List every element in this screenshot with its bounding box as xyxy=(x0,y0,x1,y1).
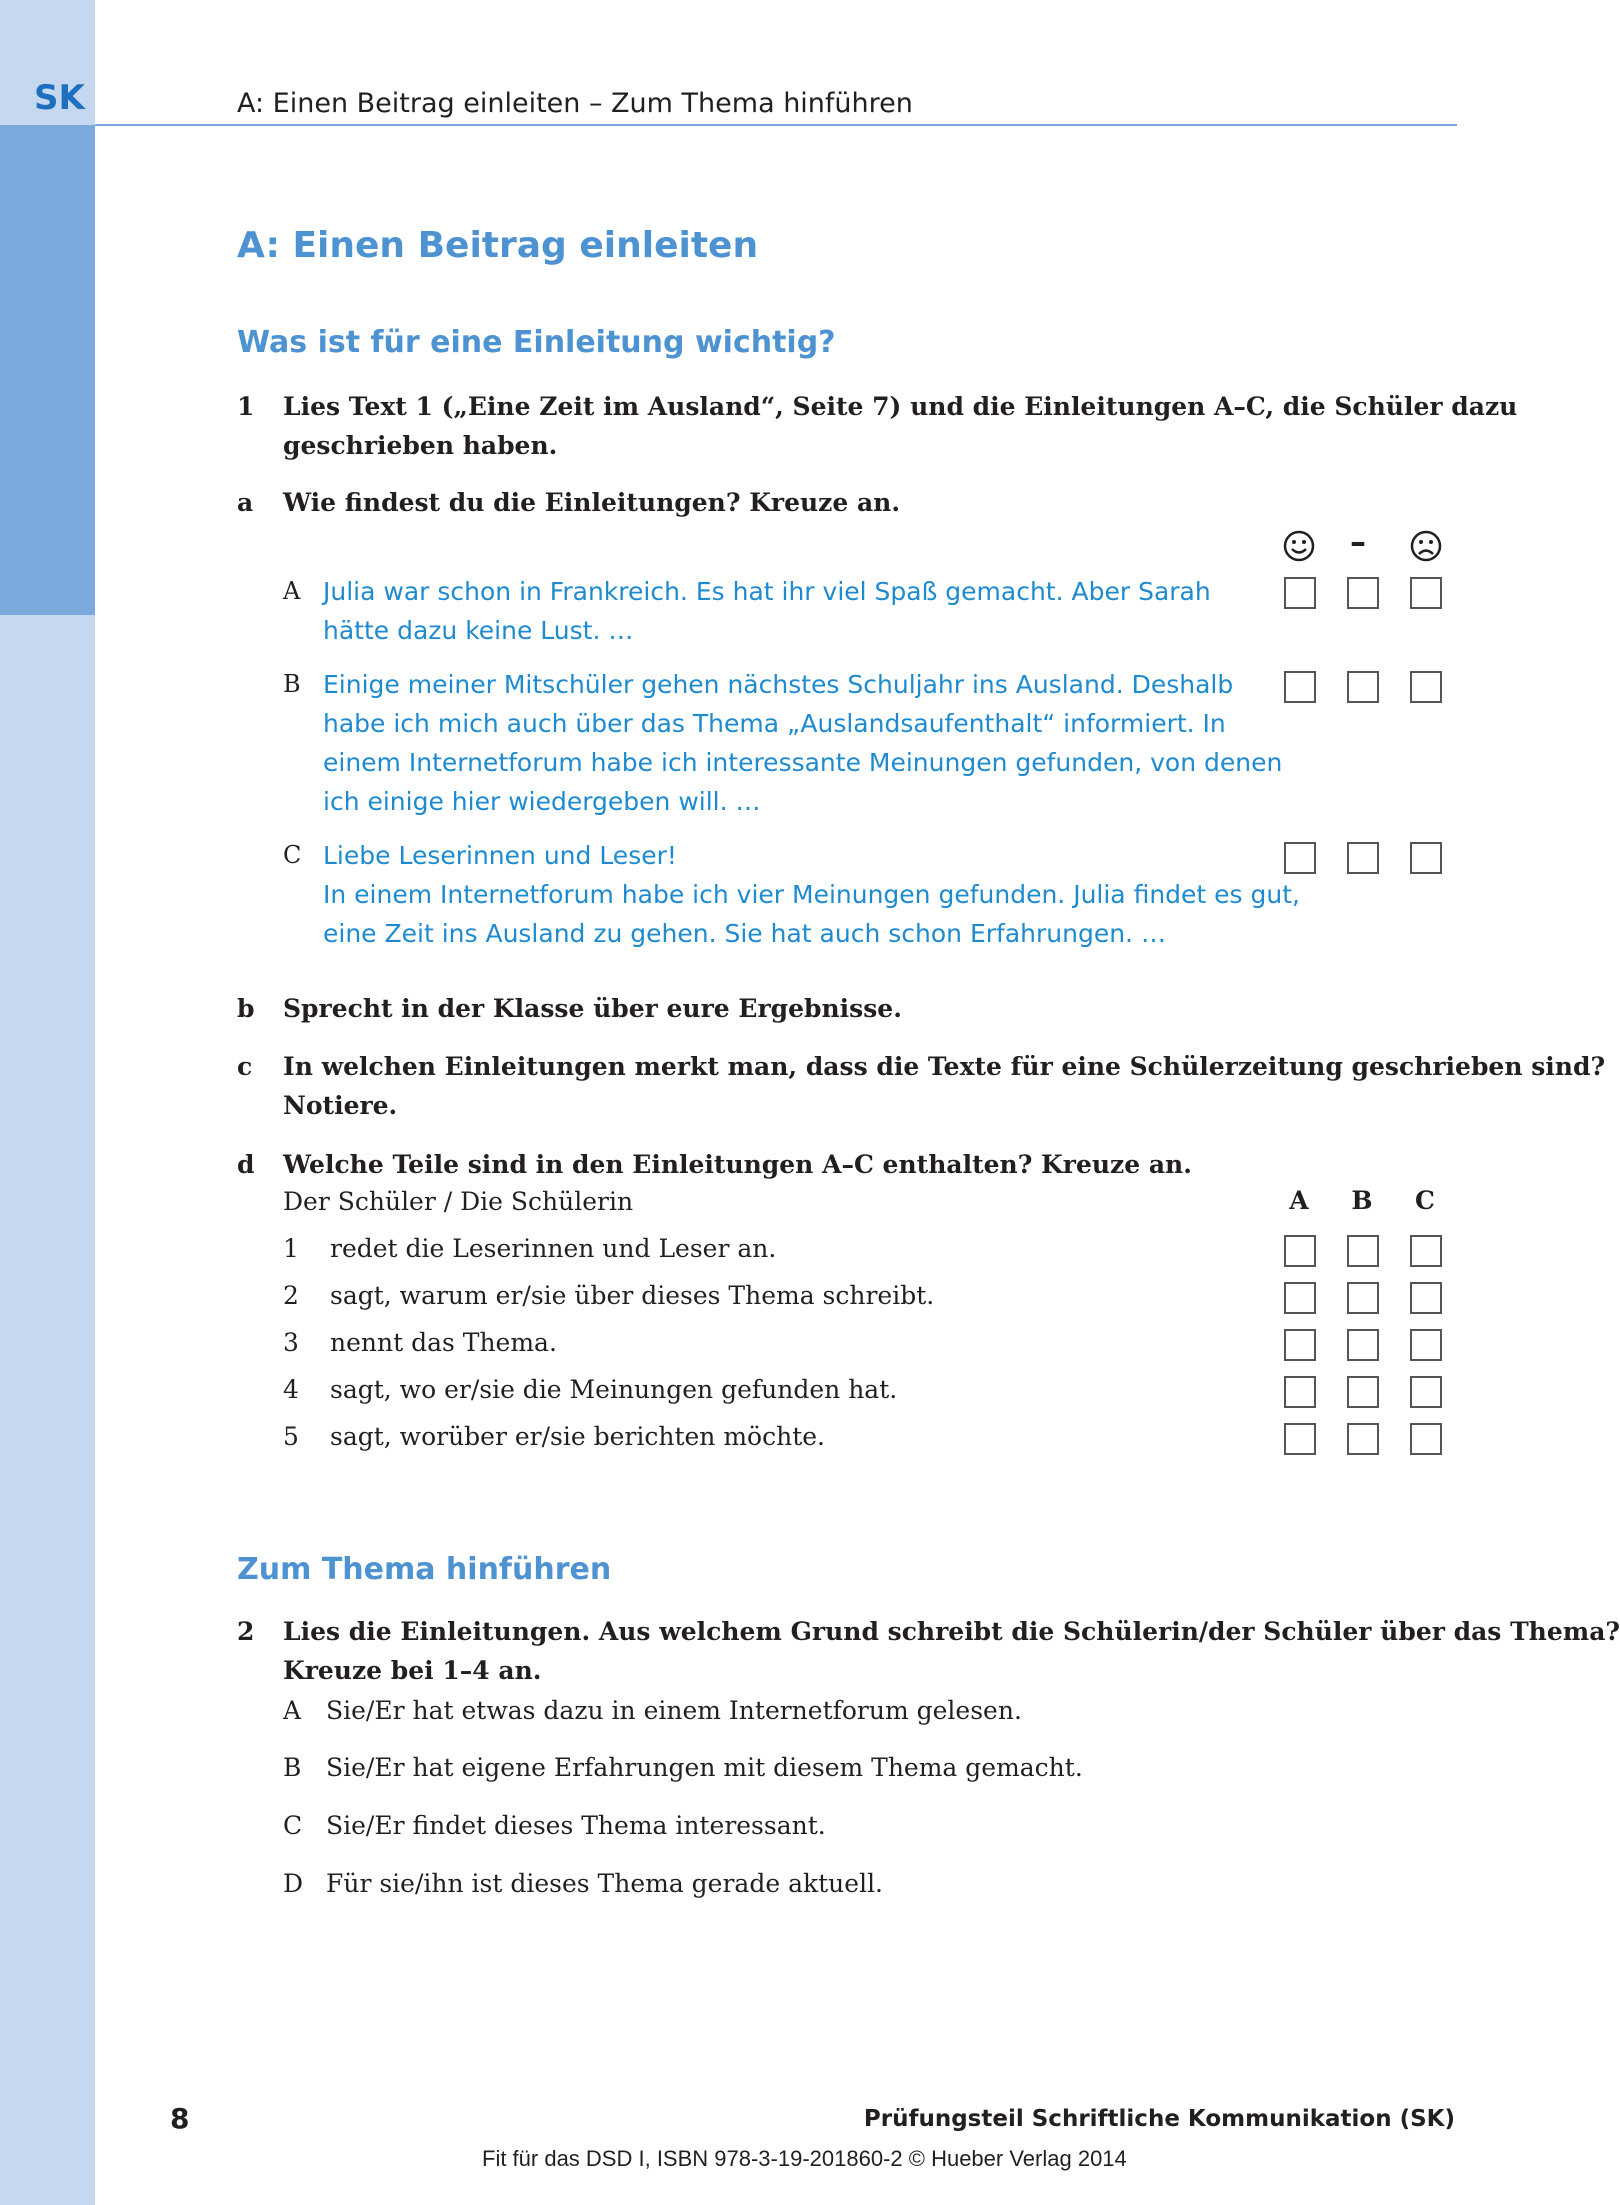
checkbox-d5-c[interactable] xyxy=(1410,1423,1442,1455)
checkbox-d5-b[interactable] xyxy=(1347,1423,1379,1455)
column-header-a: A xyxy=(1289,1186,1309,1215)
neutral-dash-icon: – xyxy=(1350,523,1366,561)
checkbox-a-sad[interactable] xyxy=(1410,577,1442,609)
subtask-letter: a xyxy=(237,488,254,517)
option-letter: D xyxy=(283,1869,304,1898)
checkbox-d1-a[interactable] xyxy=(1284,1235,1316,1267)
item-number: 1 xyxy=(283,1234,299,1263)
subtask-instruction: Welche Teile sind in den Einleitungen A–C enthalten? Kreuze an. xyxy=(283,1150,1192,1179)
entry-letter: A xyxy=(283,577,301,605)
option-text: Sie/Er findet dieses Thema interessant. xyxy=(326,1811,826,1840)
section-heading-thema: Zum Thema hinführen xyxy=(237,1552,612,1587)
checkbox-d3-c[interactable] xyxy=(1410,1329,1442,1361)
section-tab-label: SK xyxy=(34,78,85,118)
checkbox-b-neutral[interactable] xyxy=(1347,671,1379,703)
item-text: sagt, wo er/sie die Meinungen gefunden hat. xyxy=(330,1375,898,1404)
item-number: 5 xyxy=(283,1422,299,1451)
intro-text-line: einem Internetforum habe ich interessante Meinungen gefunden, von denen xyxy=(323,748,1283,777)
intro-text-line: habe ich mich auch über das Thema „Auslandsaufenthalt“ informiert. In xyxy=(323,709,1226,738)
column-header-c: C xyxy=(1415,1186,1435,1215)
footer-isbn: Fit für das DSD I, ISBN 978-3-19-201860-2 © Hueber Verlag 2014 xyxy=(482,2146,1127,2171)
intro-text-line: Liebe Leserinnen und Leser! xyxy=(323,841,677,870)
subtask-letter: b xyxy=(237,994,255,1023)
option-letter: B xyxy=(283,1753,302,1782)
checkbox-d4-c[interactable] xyxy=(1410,1376,1442,1408)
item-text: redet die Leserinnen und Leser an. xyxy=(330,1234,777,1263)
running-header: A: Einen Beitrag einleiten – Zum Thema hinführen xyxy=(237,88,913,119)
subtask-subtitle: Der Schüler / Die Schülerin xyxy=(283,1187,634,1216)
section-heading-einleitung: Was ist für eine Einleitung wichtig? xyxy=(237,325,836,360)
page-number: 8 xyxy=(170,2102,190,2135)
subtask-instruction: Wie findest du die Einleitungen? Kreuze an. xyxy=(283,488,901,517)
sidebar-highlight xyxy=(0,125,95,615)
checkbox-b-sad[interactable] xyxy=(1410,671,1442,703)
subtask-instruction: Notiere. xyxy=(283,1091,398,1120)
option-letter: C xyxy=(283,1811,303,1840)
checkbox-c-neutral[interactable] xyxy=(1347,842,1379,874)
item-number: 2 xyxy=(283,1281,299,1310)
intro-text-line: eine Zeit ins Ausland zu gehen. Sie hat auch schon Erfahrungen. … xyxy=(323,919,1166,948)
checkbox-d3-b[interactable] xyxy=(1347,1329,1379,1361)
intro-text-line: In einem Internetforum habe ich vier Meinungen gefunden. Julia findet es gut, xyxy=(323,880,1300,909)
checkbox-d2-c[interactable] xyxy=(1410,1282,1442,1314)
item-number: 3 xyxy=(283,1328,299,1357)
smiley-sad-icon xyxy=(1409,529,1443,563)
checkbox-c-happy[interactable] xyxy=(1284,842,1316,874)
subtask-instruction: Sprecht in der Klasse über eure Ergebnisse. xyxy=(283,994,902,1023)
intro-text-line: Julia war schon in Frankreich. Es hat ihr viel Spaß gemacht. Aber Sarah xyxy=(323,577,1211,606)
task-instruction: Lies die Einleitungen. Aus welchem Grund schreibt die Schülerin/der Schüler über das Thema? xyxy=(283,1617,1620,1646)
smiley-happy-icon xyxy=(1282,529,1316,563)
checkbox-a-happy[interactable] xyxy=(1284,577,1316,609)
column-header-b: B xyxy=(1351,1186,1373,1215)
checkbox-d4-a[interactable] xyxy=(1284,1376,1316,1408)
checkbox-a-neutral[interactable] xyxy=(1347,577,1379,609)
header-divider xyxy=(95,124,1457,126)
intro-text-line: ich einige hier wiedergeben will. … xyxy=(323,787,761,816)
checkbox-b-happy[interactable] xyxy=(1284,671,1316,703)
entry-letter: C xyxy=(283,841,302,869)
checkbox-d1-b[interactable] xyxy=(1347,1235,1379,1267)
subtask-instruction: In welchen Einleitungen merkt man, dass die Texte für eine Schülerzeitung geschrieben sind? xyxy=(283,1052,1606,1081)
entry-letter: B xyxy=(283,670,301,698)
task-instruction: Kreuze bei 1–4 an. xyxy=(283,1656,542,1685)
option-text: Sie/Er hat eigene Erfahrungen mit diesem Thema gemacht. xyxy=(326,1753,1083,1782)
option-letter: A xyxy=(283,1696,302,1725)
checkbox-d2-a[interactable] xyxy=(1284,1282,1316,1314)
footer-section: Prüfungsteil Schriftliche Kommunikation (SK) xyxy=(863,2106,1455,2132)
checkbox-d1-c[interactable] xyxy=(1410,1235,1442,1267)
item-text: nennt das Thema. xyxy=(330,1328,557,1357)
task-instruction: geschrieben haben. xyxy=(283,431,558,460)
subtask-letter: d xyxy=(237,1150,255,1179)
task-instruction: Lies Text 1 („Eine Zeit im Ausland“, Seite 7) und die Einleitungen A–C, die Schüler dazu xyxy=(283,392,1518,421)
intro-text-line: Einige meiner Mitschüler gehen nächstes Schuljahr ins Ausland. Deshalb xyxy=(323,670,1234,699)
option-text: Für sie/ihn ist dieses Thema gerade aktuell. xyxy=(326,1869,884,1898)
intro-text-line: hätte dazu keine Lust. … xyxy=(323,616,634,645)
checkbox-d5-a[interactable] xyxy=(1284,1423,1316,1455)
task-number: 1 xyxy=(237,392,255,421)
checkbox-d3-a[interactable] xyxy=(1284,1329,1316,1361)
subtask-letter: c xyxy=(237,1052,253,1081)
item-number: 4 xyxy=(283,1375,299,1404)
checkbox-d2-b[interactable] xyxy=(1347,1282,1379,1314)
option-text: Sie/Er hat etwas dazu in einem Internetforum gelesen. xyxy=(326,1696,1022,1725)
page-title: A: Einen Beitrag einleiten xyxy=(237,225,759,266)
item-text: sagt, worüber er/sie berichten möchte. xyxy=(330,1422,825,1451)
checkbox-d4-b[interactable] xyxy=(1347,1376,1379,1408)
item-text: sagt, warum er/sie über dieses Thema schreibt. xyxy=(330,1281,935,1310)
checkbox-c-sad[interactable] xyxy=(1410,842,1442,874)
task-number: 2 xyxy=(237,1617,255,1646)
